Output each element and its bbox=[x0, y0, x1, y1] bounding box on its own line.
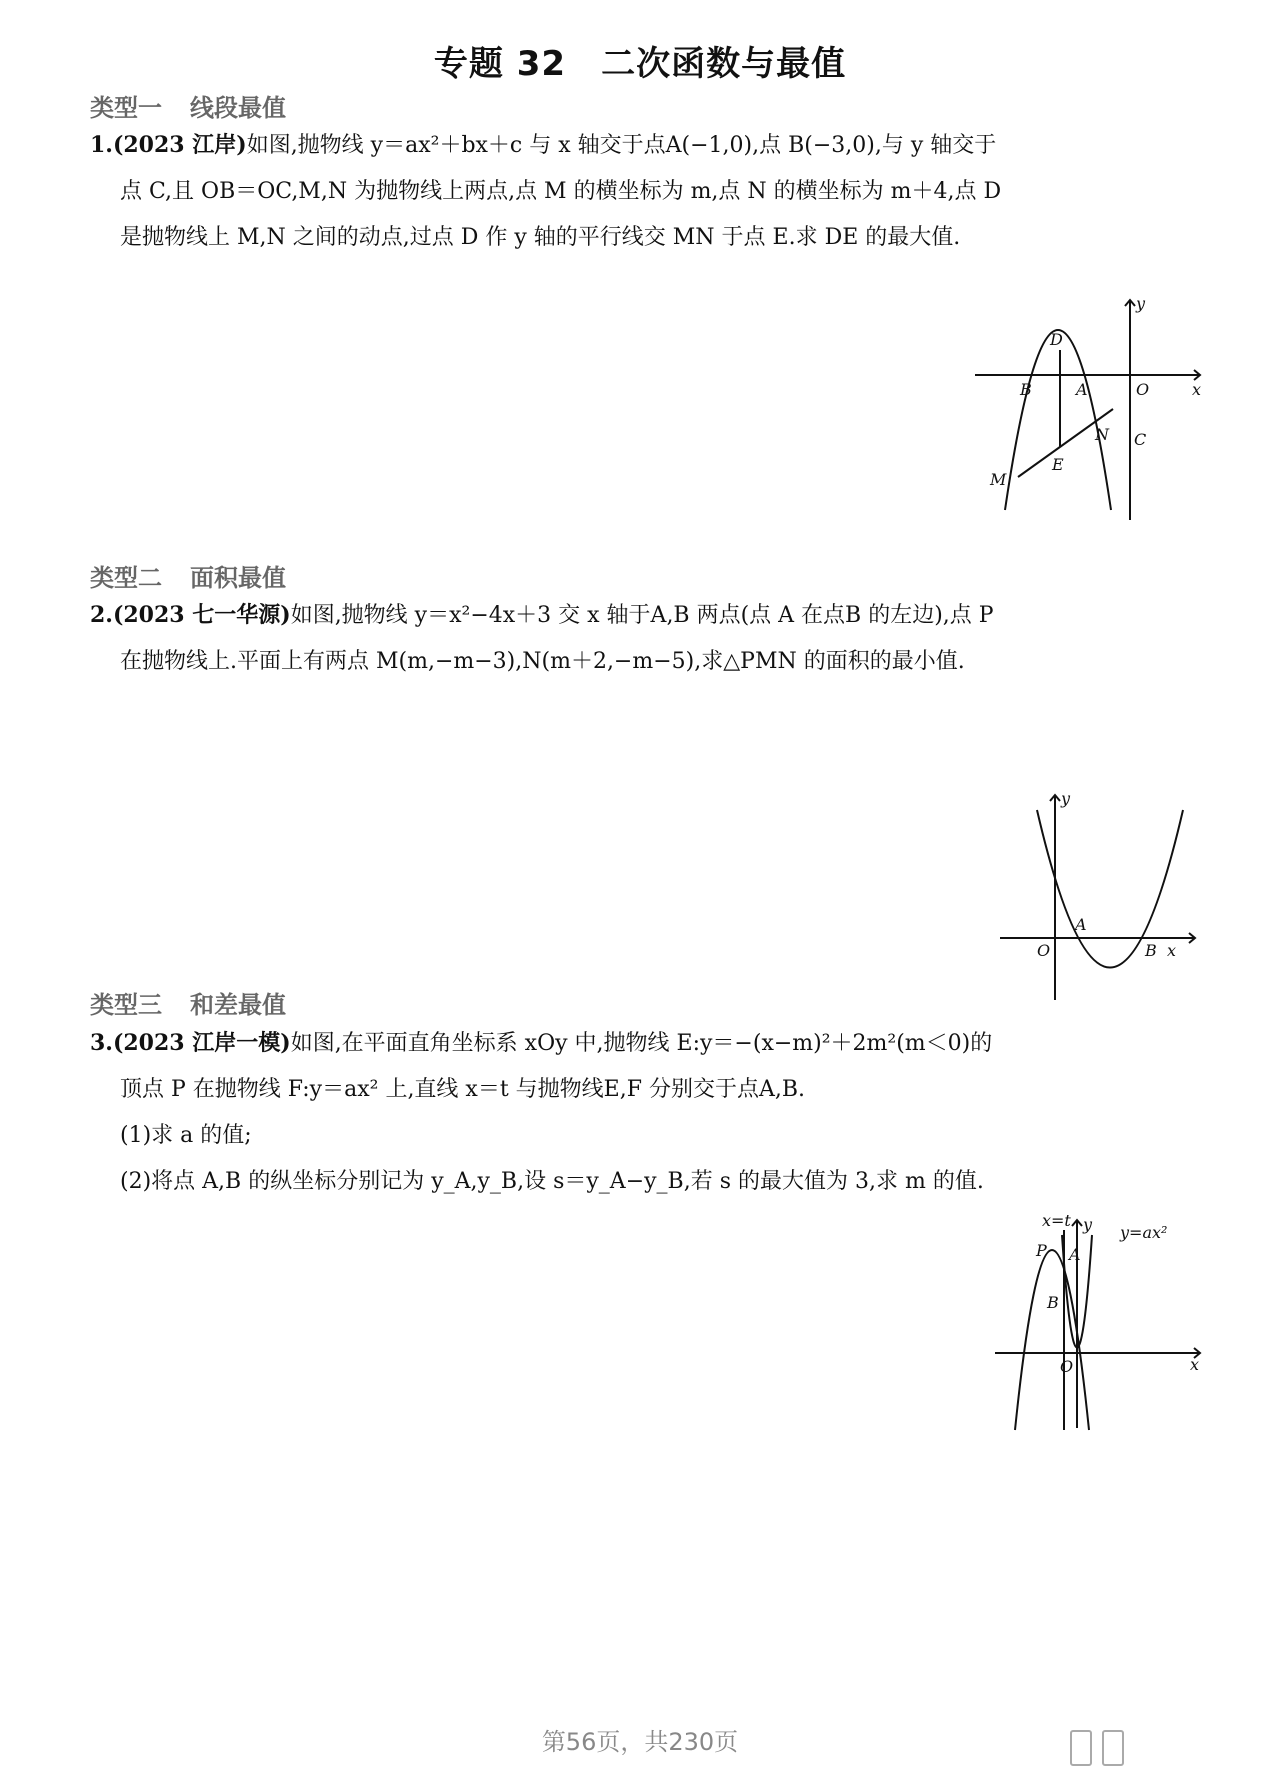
label-x: x bbox=[1190, 1355, 1200, 1374]
label-e: E bbox=[1052, 455, 1064, 474]
figure-1 bbox=[970, 295, 1210, 525]
viewer-toolbar[interactable] bbox=[1070, 1730, 1124, 1766]
section-heading-3: 类型三 和差最值 bbox=[90, 991, 286, 1019]
label-m: M bbox=[990, 470, 1007, 489]
label-x: x bbox=[1167, 941, 1177, 960]
label-b: B bbox=[1020, 380, 1032, 399]
label-c: C bbox=[1134, 430, 1147, 449]
label-x-equals-t: x=t bbox=[1042, 1211, 1071, 1230]
section-heading-2: 类型二 面积最值 bbox=[90, 564, 286, 592]
problem-3: 3.(2023 江岸一模)如图,在平面直角坐标系 xOy 中,抛物线 E:y＝−(x−m)²＋2m²(m＜0)的 顶点 P 在抛物线 F:y＝ax² 上,直线 x＝t 与抛物线E,F 分别交于点A,B. (1)求 a 的值; (2)将点 A,B 的纵坐标分别记为 y_A,y_B,设 s＝y_A−y_B,若 s 的最大值为 3,求 m 的值. bbox=[90, 1030, 993, 1194]
parabola bbox=[1037, 810, 1183, 968]
toolbar-handle-icon[interactable] bbox=[1070, 1730, 1092, 1766]
section-heading-1: 类型一 线段最值 bbox=[90, 94, 286, 122]
problem-1: 1.(2023 江岸)如图,抛物线 y＝ax²＋bx＋c 与 x 轴交于点A(−1,0),点 B(−3,0),与 y 轴交于 点 C,且 OB＝OC,M,N 为抛物线上两点,点 M 的横坐标为 m,点 N 的横坐标为 m＋4,点 D 是抛物线上 M,N 之间的动点,过点 D 作 y 轴的平行线交 MN 于点 E.求 DE 的最大值. bbox=[90, 132, 1002, 250]
parabola bbox=[1005, 330, 1111, 510]
label-x: x bbox=[1192, 380, 1202, 399]
label-y: y bbox=[1083, 1215, 1093, 1234]
label-y: y bbox=[1061, 790, 1071, 808]
figure-2 bbox=[995, 790, 1210, 1005]
label-a: A bbox=[1075, 915, 1087, 934]
page-counter: 第56页，共230页 bbox=[541, 1728, 739, 1756]
problem-2: 2.(2023 七一华源)如图,抛物线 y＝x²−4x＋3 交 x 轴于A,B 两点(点 A 在点B 的左边),点 P 在抛物线上.平面上有两点 M(m,−m−3),N(m＋2,−m−5),求△PMN 的面积的最小值. bbox=[90, 602, 994, 674]
label-o: O bbox=[1060, 1357, 1074, 1376]
label-d: D bbox=[1050, 330, 1063, 349]
toolbar-handle-icon[interactable] bbox=[1102, 1730, 1124, 1766]
label-n: N bbox=[1095, 425, 1109, 444]
label-p: P bbox=[1036, 1241, 1047, 1260]
page-title: 专题 32 二次函数与最值 bbox=[433, 44, 847, 84]
label-a: A bbox=[1069, 1245, 1081, 1264]
label-o: O bbox=[1136, 380, 1150, 399]
label-a: A bbox=[1076, 380, 1088, 399]
label-y: y bbox=[1136, 295, 1146, 313]
label-y-equals-ax2: y=ax² bbox=[1120, 1223, 1168, 1242]
label-b: B bbox=[1145, 941, 1157, 960]
figure-3 bbox=[990, 1210, 1210, 1435]
label-b: B bbox=[1047, 1293, 1059, 1312]
label-o: O bbox=[1037, 941, 1051, 960]
